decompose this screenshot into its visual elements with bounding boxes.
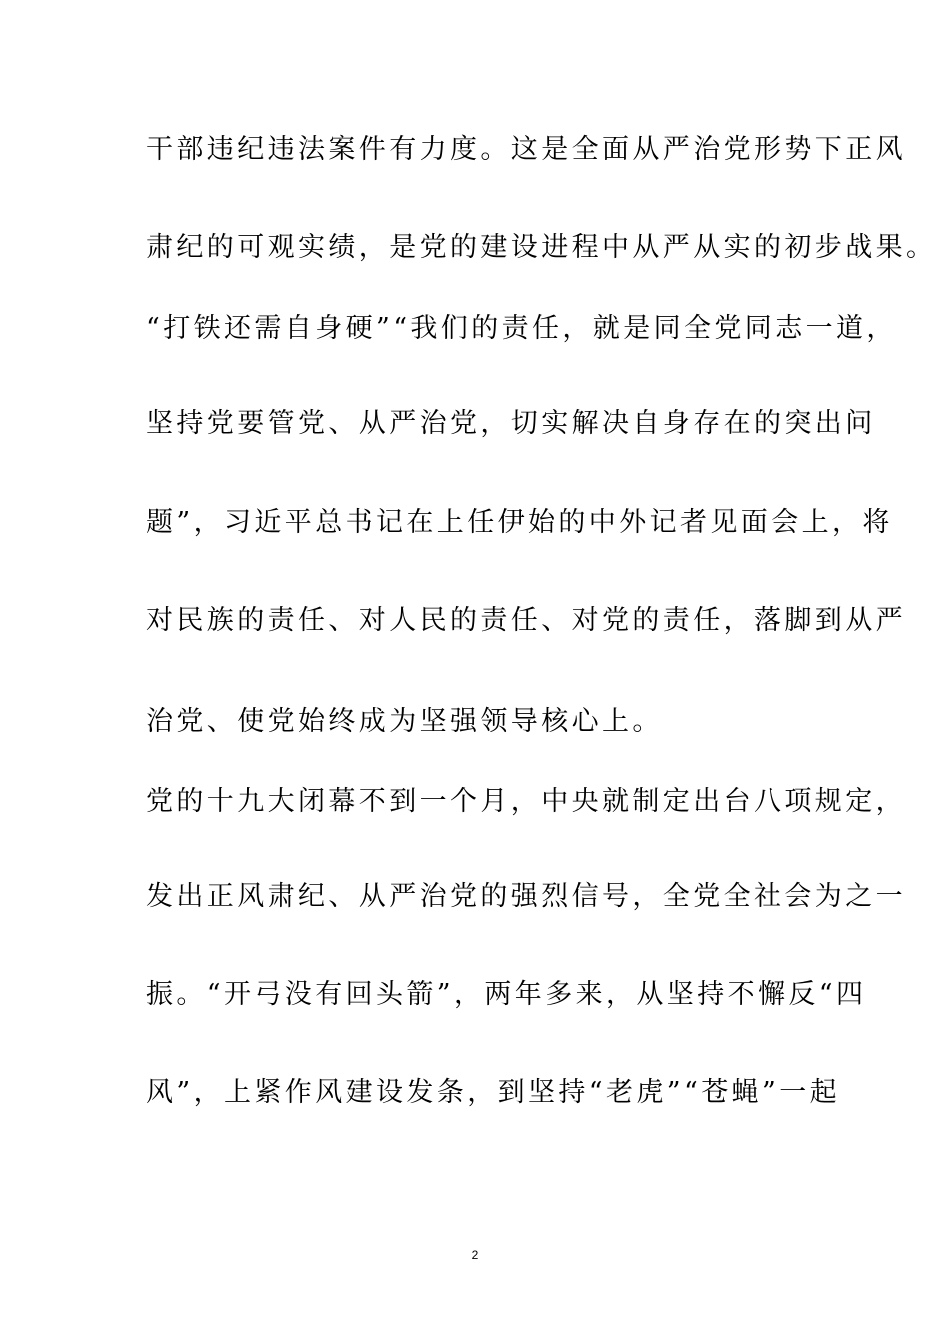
- text-line: 题”，习近平总书记在上任伊始的中外记者见面会上，将: [146, 507, 893, 538]
- text-line: 坚持党要管党、从严治党，切实解决自身存在的突出问: [146, 408, 876, 439]
- text-line: 振。“开弓没有回头箭”，两年多来，从坚持不懈反“四: [146, 979, 867, 1010]
- text-line: 对民族的责任、对人民的责任、对党的责任，落脚到从严: [146, 605, 906, 636]
- text-line: “打铁还需自身硬”“我们的责任，就是同全党同志一道，: [146, 313, 897, 344]
- text-line: 风”，上紧作风建设发条，到坚持“老虎”“苍蝇”一起: [146, 1077, 841, 1108]
- text-line: 党的十九大闭幕不到一个月，中央就制定出台八项规定，: [146, 786, 906, 817]
- text-line: 治党、使党始终成为坚强领导核心上。: [146, 706, 663, 737]
- text-line: 肃纪的可观实绩，是党的建设进程中从严从实的初步战果。: [146, 232, 937, 263]
- text-line: 干部违纪违法案件有力度。这是全面从严治党形势下正风: [146, 134, 906, 165]
- text-line: 发出正风肃纪、从严治党的强烈信号，全党全社会为之一: [146, 881, 906, 912]
- page-number: 2: [471, 1248, 479, 1262]
